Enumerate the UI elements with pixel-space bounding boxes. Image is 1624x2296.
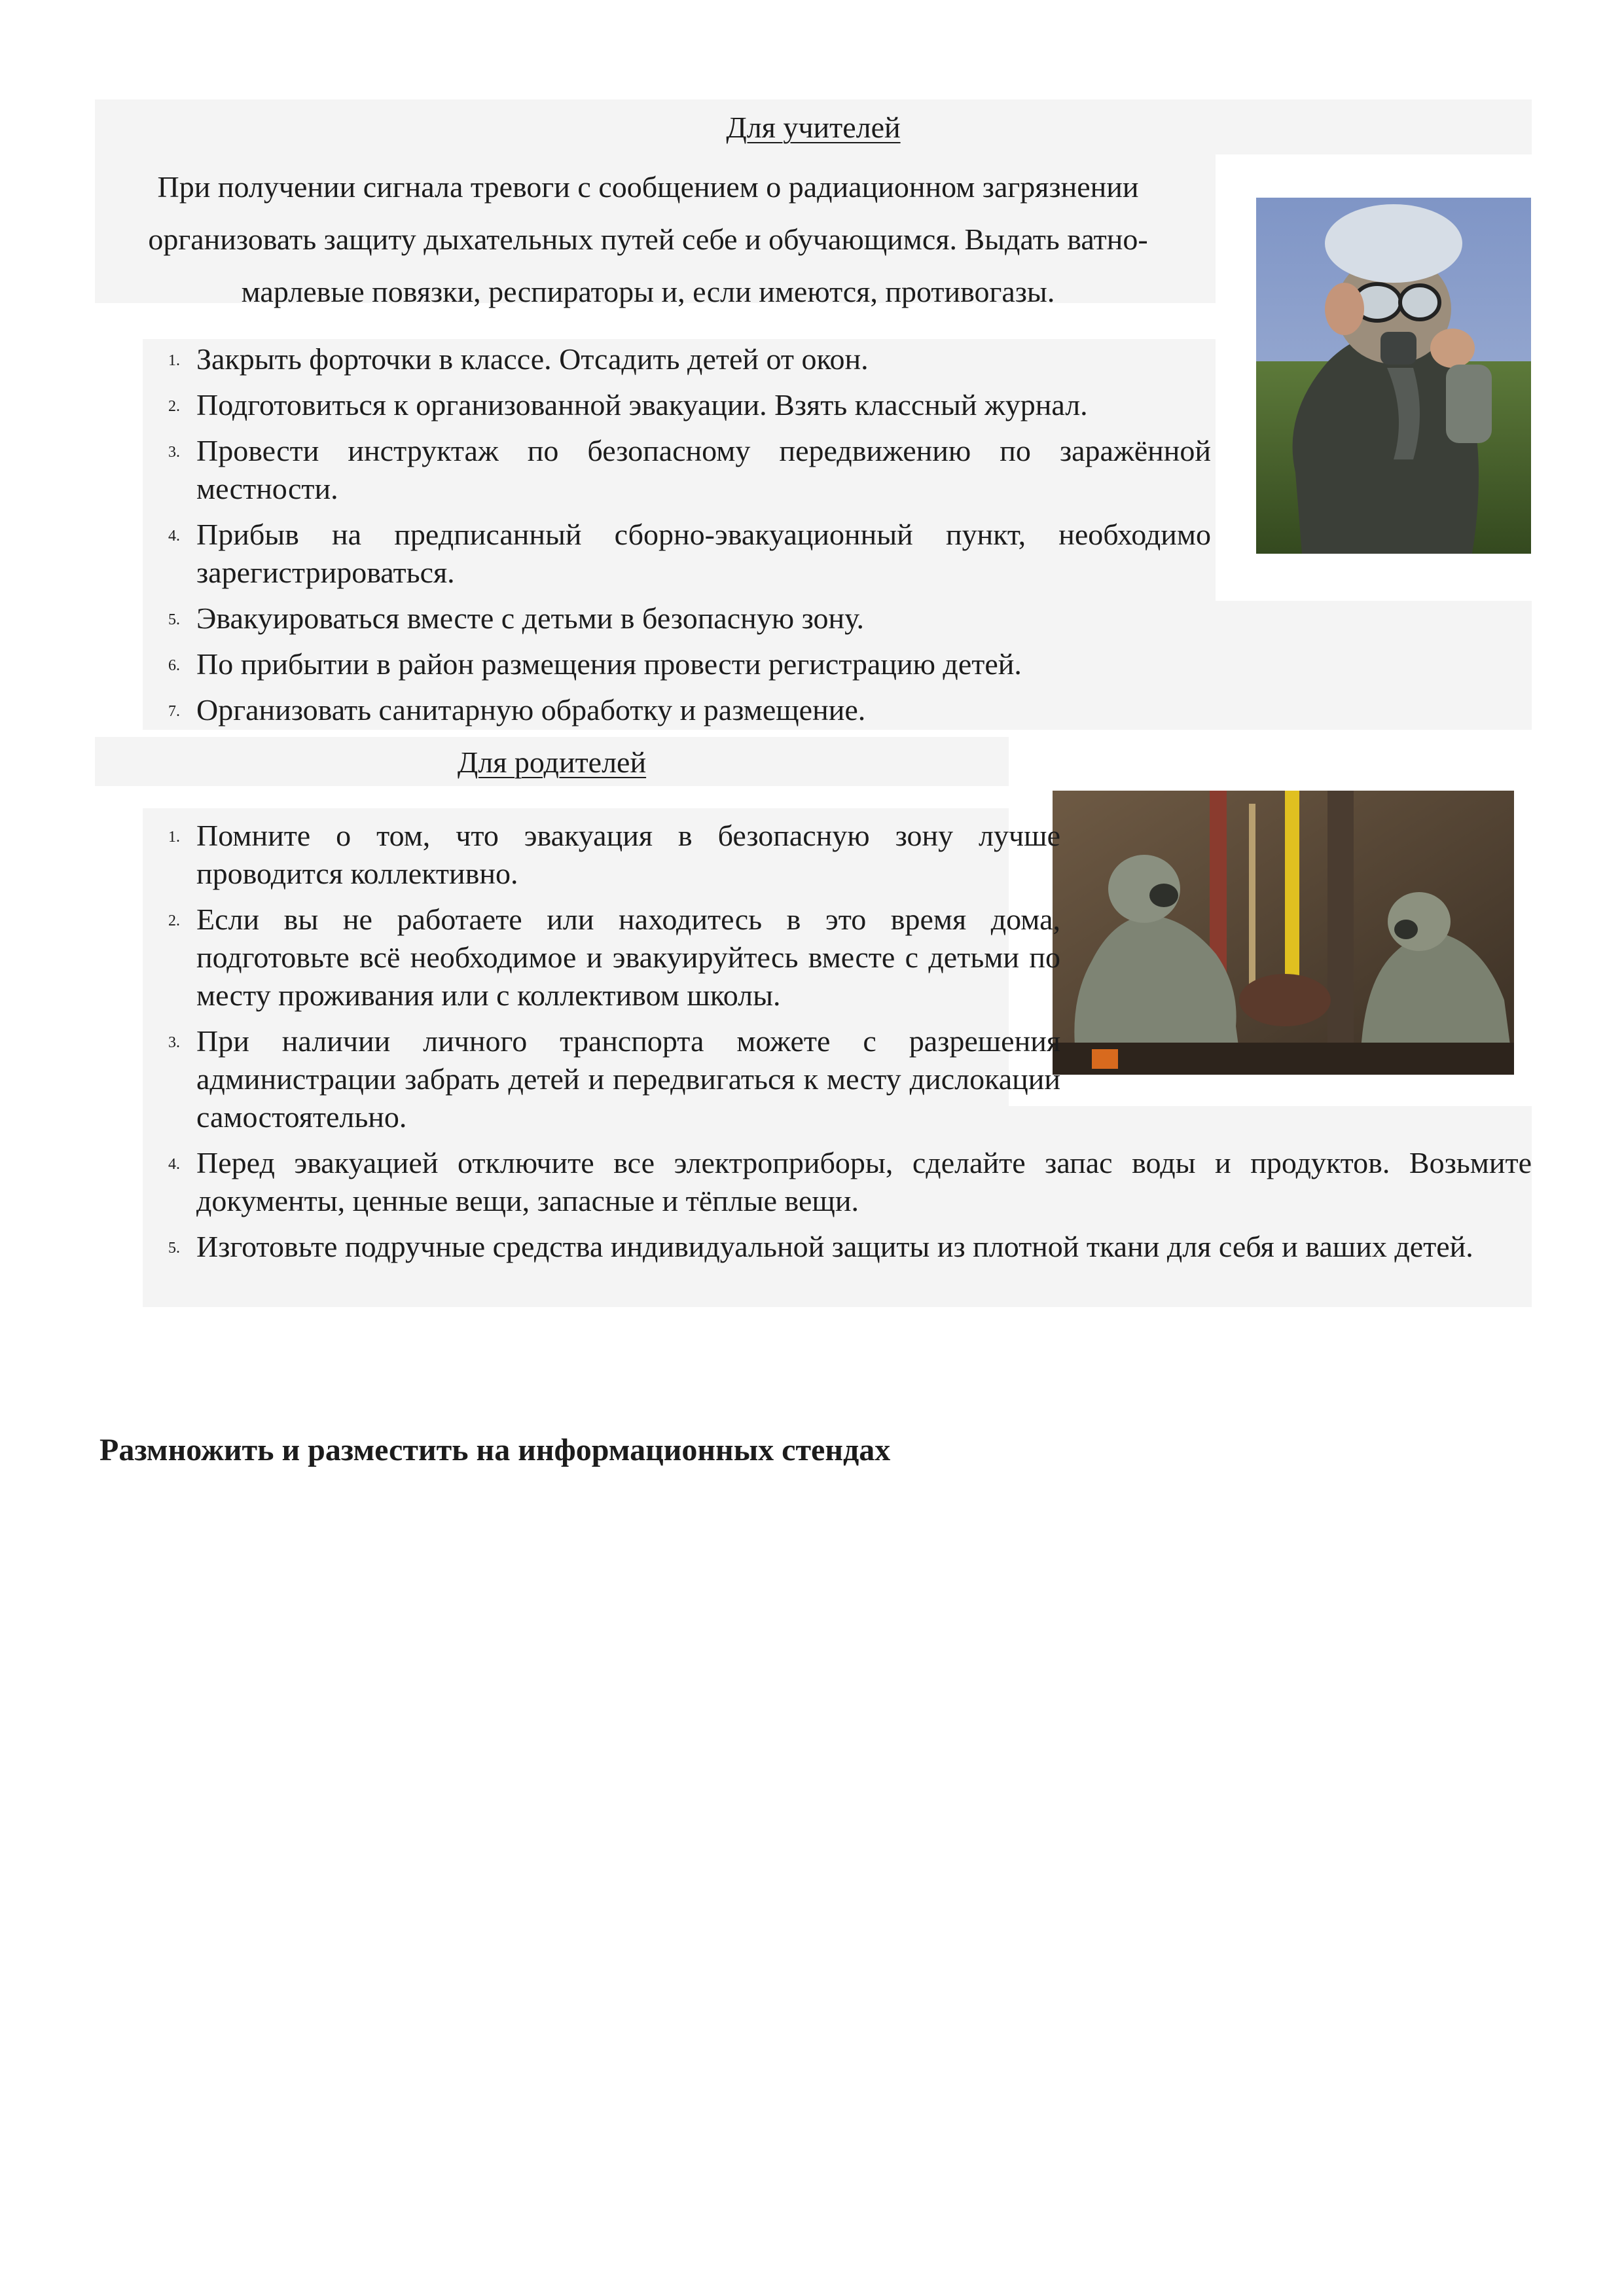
list-item-text: Провести инструктаж по безопасному передвижению по заражённой местности.: [196, 434, 1211, 505]
list-item-text: Если вы не работаете или находитесь в это время дома, подготовьте всё необходимое и эвакуируйтесь вместе с детьми по месту проживания или с коллективом школы.: [196, 903, 1060, 1012]
list-item-text: Изготовьте подручные средства индивидуальной защиты из плотной ткани для себя и ваших детей.: [196, 1230, 1473, 1263]
distribution-note: Размножить и разместить на информационных стендах: [99, 1433, 891, 1467]
list-item-number: 7.: [168, 703, 180, 720]
list-item-number: 3.: [168, 444, 180, 461]
gas-mask-person-photo: [1256, 198, 1531, 554]
list-item-number: 5.: [168, 611, 180, 628]
list-item-text: При наличии личного транспорта можете с разрешения администрации забрать детей и передвигаться к месту дислокации самостоятельно.: [196, 1024, 1060, 1134]
list-item: [144, 516, 1211, 592]
list-item-text: Помните о том, что эвакуация в безопасную зону лучше проводится коллективно.: [196, 819, 1060, 890]
list-item: [144, 386, 1211, 424]
list-item-number: 6.: [168, 657, 180, 674]
list-item-text: Перед эвакуацией отключите все электроприборы, сделайте запас воды и продуктов. Возьмите документы, ценные вещи, запасные и тёплые вещи.: [196, 1146, 1532, 1217]
list-item: [144, 1022, 1060, 1136]
teachers-step-list: [144, 340, 1211, 737]
list-item: [144, 340, 1211, 378]
list-item-text: Закрыть форточки в классе. Отсадить детей от окон.: [196, 342, 869, 376]
list-item-number: 5.: [168, 1240, 180, 1257]
list-item: [144, 645, 1211, 683]
list-item-number: 4.: [168, 528, 180, 545]
list-item-text: Подготовиться к организованной эвакуации. Взять классный журнал.: [196, 388, 1088, 422]
list-item-number: 1.: [168, 352, 180, 369]
list-item: [144, 432, 1211, 508]
list-item: [144, 901, 1060, 1014]
list-item-number: 2.: [168, 398, 180, 415]
parents-heading: Для родителей: [457, 745, 647, 779]
list-item-text: Организовать санитарную обработку и размещение.: [196, 693, 866, 726]
teachers-heading: Для учителей: [726, 111, 901, 144]
list-item-text: Эвакуироваться вместе с детьми в безопасную зону.: [196, 601, 865, 635]
list-item-number: 3.: [168, 1034, 180, 1051]
teachers-intro: При получении сигнала тревоги с сообщением о радиационном загрязнении организовать защиту дыхательных путей себе и обучающимся. Выдать ватно-марлевые повязки, респираторы и, если имеются, противогазы.: [148, 170, 1148, 308]
parents-step-list: [144, 817, 1532, 1274]
list-item: [144, 600, 1211, 637]
list-item: [144, 1144, 1532, 1220]
list-item: [144, 817, 1060, 893]
list-item-text: Прибыв на предписанный сборно-эвакуационный пункт, необходимо зарегистрироваться.: [196, 518, 1211, 589]
list-item: [144, 1228, 1532, 1266]
list-item-number: 1.: [168, 829, 180, 846]
list-item: [144, 691, 1211, 729]
list-item-number: 4.: [168, 1156, 180, 1173]
list-item-number: 2.: [168, 912, 180, 929]
list-item-text: По прибытии в район размещения провести регистрацию детей.: [196, 647, 1022, 681]
